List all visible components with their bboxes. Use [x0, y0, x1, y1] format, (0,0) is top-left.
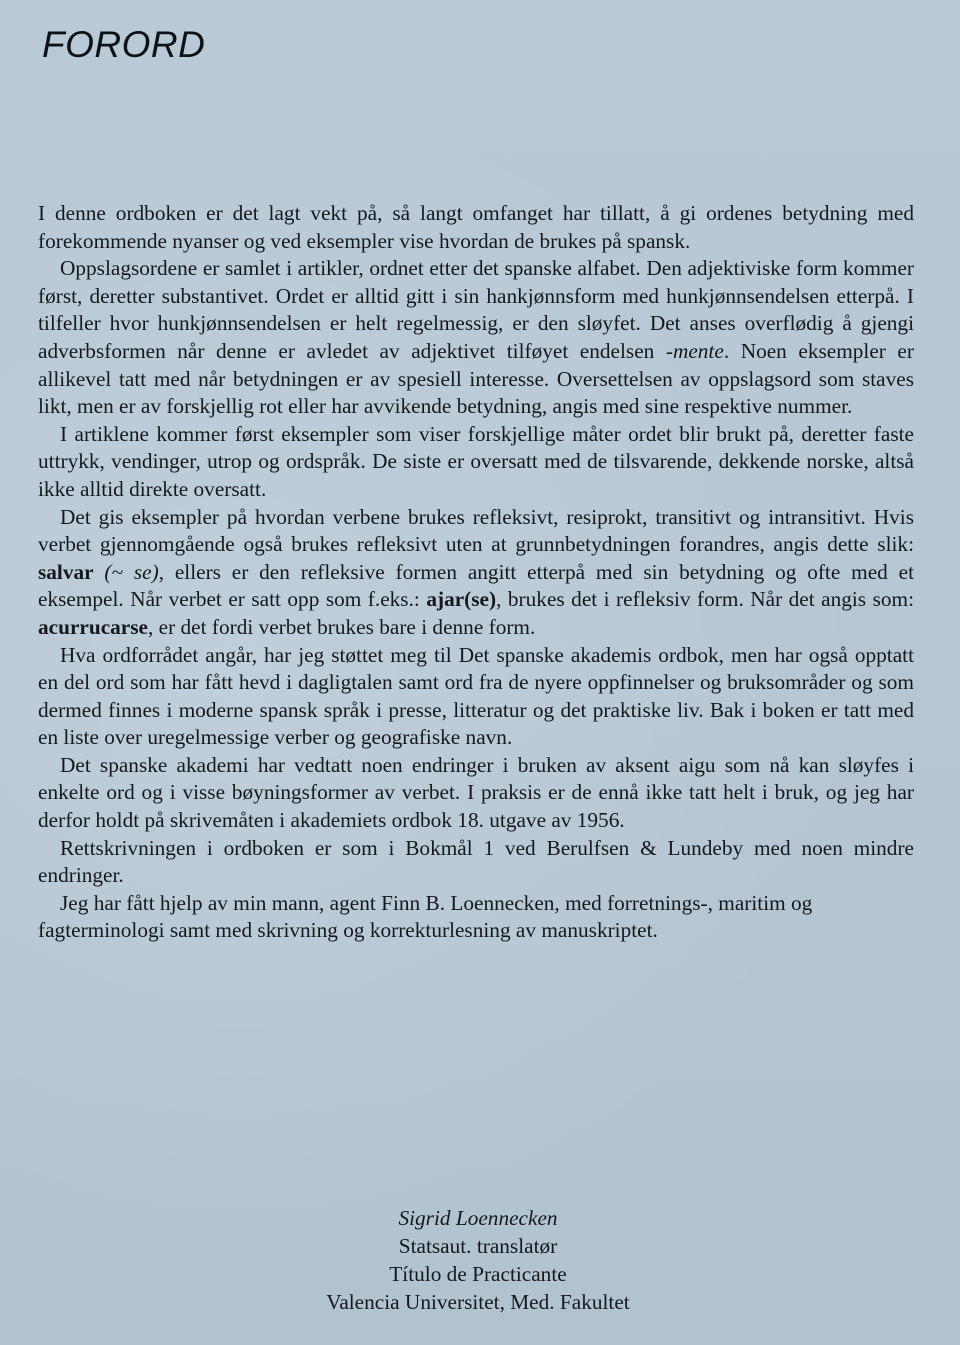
paragraph-2-text: Oppslagsordene er samlet i artikler, ordnet etter det spanske alfabet. Den adjektiviske form kommer først, deretter substantivet. Ordet er alltid gitt i sin hankjønnsform med hunkjønnsendelsen etterpå. I tilfeller hvor hunkjønnsendelsen er helt regelmessig, er den sløyfet. Det anses overflødig å gjengi adverbsformen når denne er avledet av adjektivet tilføyet endelsen: [38, 256, 914, 363]
example-acurrucarse: acurrucarse: [38, 614, 148, 639]
signature-title-1: Statsaut. translatør: [398, 1234, 558, 1258]
paragraph-5: [38, 642, 914, 752]
paragraph-8-text: Jeg har fått hjelp av min mann, agent Finn B. Loennecken, med forretnings-, maritim og fagterminologi samt med skrivning og korrekturlesning av manuskriptet.: [38, 890, 813, 943]
page-heading: FORORD: [42, 24, 206, 65]
example-salvar: salvar: [38, 559, 94, 584]
paragraph-8: [38, 890, 914, 945]
paragraph-1: [38, 200, 914, 255]
signature-title-2: Título de Practicante: [389, 1262, 567, 1286]
paragraph-1-text: I denne ordboken er det lagt vekt på, så langt omfanget har tillatt, å gi ordenes betydning med forekommende nyanser og ved eksempler vise hvordan de brukes på spansk.: [38, 201, 914, 253]
example-se-notation: (~ se): [93, 559, 159, 584]
example-ajarse: ajar(se): [426, 587, 497, 612]
paragraph-4-text-end: , er det fordi verbet brukes bare i denne form.: [148, 614, 536, 639]
suffix-mente: -mente: [665, 338, 724, 363]
paragraph-5-text: Hva ordforrådet angår, har jeg støttet meg til Det spanske akademis ordbok, men har også opptatt en del ord som har fått hevd i dagligtalen samt ord fra de nyere oppfinnelser og bruksområder og som dermed finnes i moderne spansk språk i presse, litteratur og det praktiske liv. Bak i boken er tatt med en liste over uregelmessige verber og geografiske navn.: [38, 642, 914, 750]
paragraph-4-text: Det gis eksempler på hvordan verbene brukes refleksivt, resiprokt, transitivt og intransitivt. Hvis verbet gjennomgående også brukes refleksivt uten at grunnbetydningen forandres, angis dette slik:: [38, 504, 914, 557]
paragraph-2-text-end: . Noen eksempler er allikevel tatt med når betydningen er av spesiell interesse. Oversettelsen av oppslagsord som staves likt, men er av forskjellig rot eller har avvikende betydning, angis med sine respektive nummer.: [38, 338, 914, 419]
paragraph-3: [38, 421, 914, 504]
foreword-body: [38, 200, 914, 945]
paragraph-4-text-mid2: , brukes det i refleksiv form. Når det angis som:: [496, 587, 914, 612]
paragraph-4: [38, 504, 914, 642]
paragraph-6-text: Det spanske akademi har vedtatt noen endringer i bruken av aksent aigu som nå kan sløyfes i enkelte ord og i visse bøyningsformer av verbet. I praksis er de ennå ikke tatt helt i bruk, og jeg har derfor holdt på skrivemåten i akademiets ordbok 18. utgave av 1956.: [38, 752, 914, 833]
paragraph-3-text: I artiklene kommer først eksempler som viser forskjellige måter ordet blir brukt på, deretter faste uttrykk, vendinger, utrop og ordspråk. De siste er oversatt med de tilsvarende, dekkende norske, altså ikke alltid direkte oversatt.: [38, 421, 914, 501]
signature-title-3: Valencia Universitet, Med. Fakultet: [326, 1290, 630, 1314]
paragraph-4-text-mid1: , ellers er den refleksive formen angitt etterpå med sin betydning og ofte med et eksempel. Når verbet er satt opp som f.eks.:: [38, 559, 914, 612]
paragraph-7-text: Rettskrivningen i ordboken er som i Bokmål 1 ved Berulfsen & Lundeby med noen mindre endringer.: [38, 835, 914, 888]
paragraph-2: [38, 255, 914, 421]
signature-block: [280, 1204, 676, 1316]
paragraph-6: [38, 752, 914, 835]
signature-name: Sigrid Loennecken: [398, 1206, 558, 1230]
paragraph-7: [38, 835, 914, 890]
